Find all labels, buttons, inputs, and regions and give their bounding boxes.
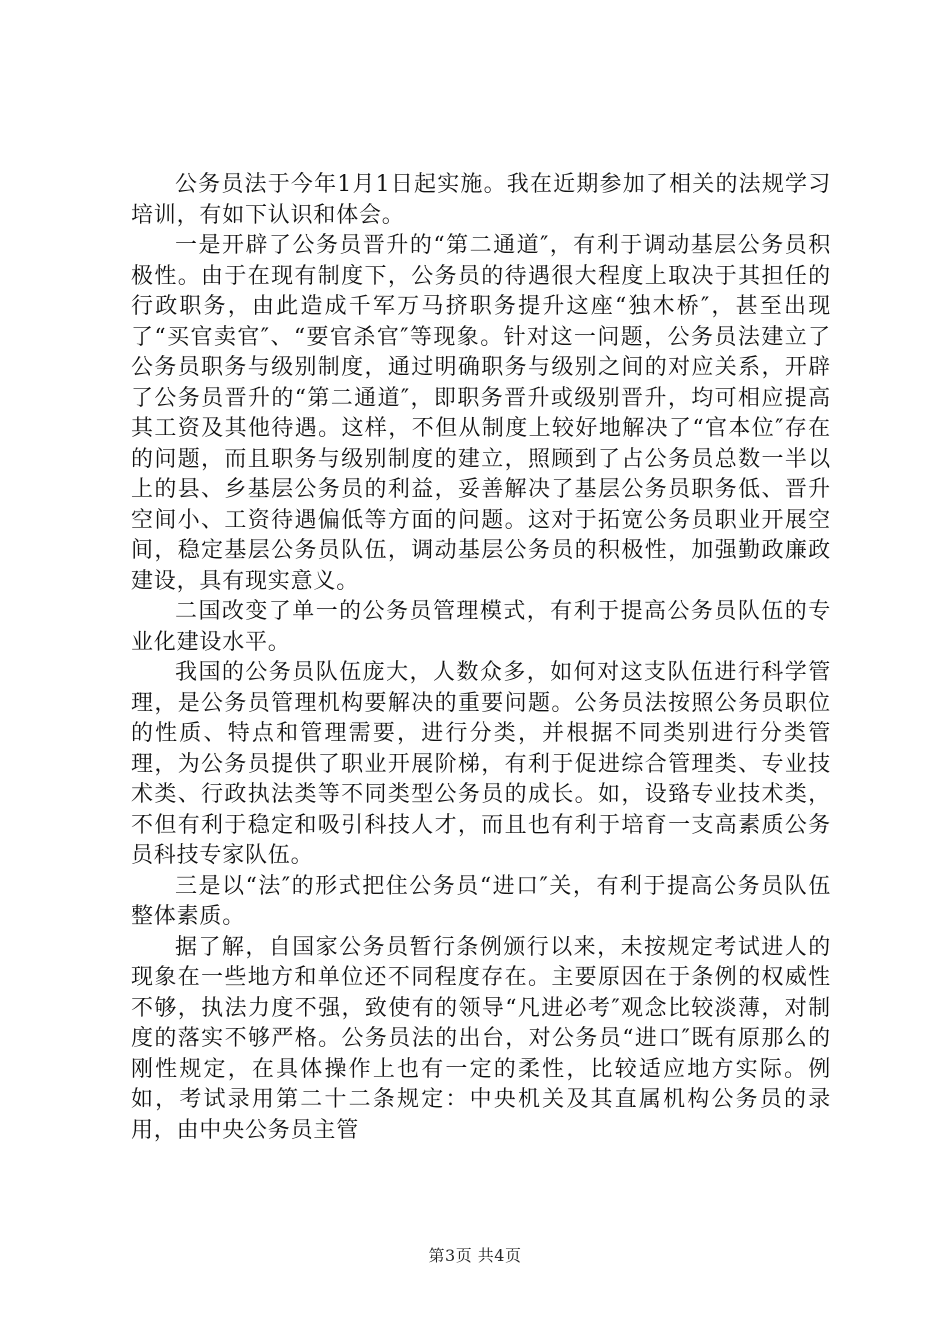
page-number-footer: 第3页 共4页	[428, 1246, 522, 1265]
paragraph: 二国改变了单一的公务员管理模式，有利于提高公务员队伍的专业化建设水平。	[131, 599, 831, 655]
paragraph: 公务员法于今年1月1日起实施。我在近期参加了相关的法规学习培训，有如下认识和体会。	[131, 172, 831, 228]
paragraph: 一是开辟了公务员晋升的“第二通道″，有利于调动基层公务员积极性。由于在现有制度下，公务员的待遇很大程度上取决于其担任的行政职务，由此造成千军万马挤职务提升这座“独木桥″，甚至出现了“买官卖官″、“要官杀官″等现象。针对这一问题，公务员法建立了公务员职务与级别制度，通过明确职务与级别之间的对应关系，开辟了公务员晋升的“第二通道″，即职务晋升或级别晋升，均可相应提高其工资及其他待遇。这样，不但从制度上较好地解决了“官本位″存在的问题，而且职务与级别制度的建立，照顾到了占公务员总数一半以上的县、乡基层公务员的利益，妥善解决了基层公务员职务低、晋升空间小、工资待遇偏低等方面的问题。这对于拓宽公务员职业开展空间，稳定基层公务员队伍，调动基层公务员的积极性，加强勤政廉政建设，具有现实意义。	[131, 233, 831, 594]
body-text	[131, 170, 831, 1146]
paragraph: 据了解，自国家公务员暂行条例颁行以来，未按规定考试进人的现象在一些地方和单位还不同程度存在。主要原因在于条例的权威性不够，执法力度不强，致使有的领导“凡进必考″观念比较淡薄，对制度的落实不够严格。公务员法的出台，对公务员“进口″既有原那么的刚性规定，在具体操作上也有一定的柔性，比较适应地方实际。例如，考试录用第二十二条规定：中央机关及其直属机构公务员的录用，由中央公务员主管	[131, 934, 831, 1143]
paragraph: 三是以“法″的形式把住公务员“进口″关，有利于提高公务员队伍整体素质。	[131, 873, 831, 929]
paragraph: 我国的公务员队伍庞大，人数众多，如何对这支队伍进行科学管理，是公务员管理机构要解决的重要问题。公务员法按照公务员职位的性质、特点和管理需要，进行分类，并根据不同类别进行分类管理，为公务员提供了职业开展阶梯，有利于促进综合管理类、专业技术类、行政执法类等不同类型公务员的成长。如，设臵专业技术类，不但有利于稳定和吸引科技人才，而且也有利于培育一支高素质公务员科技专家队伍。	[131, 660, 831, 868]
